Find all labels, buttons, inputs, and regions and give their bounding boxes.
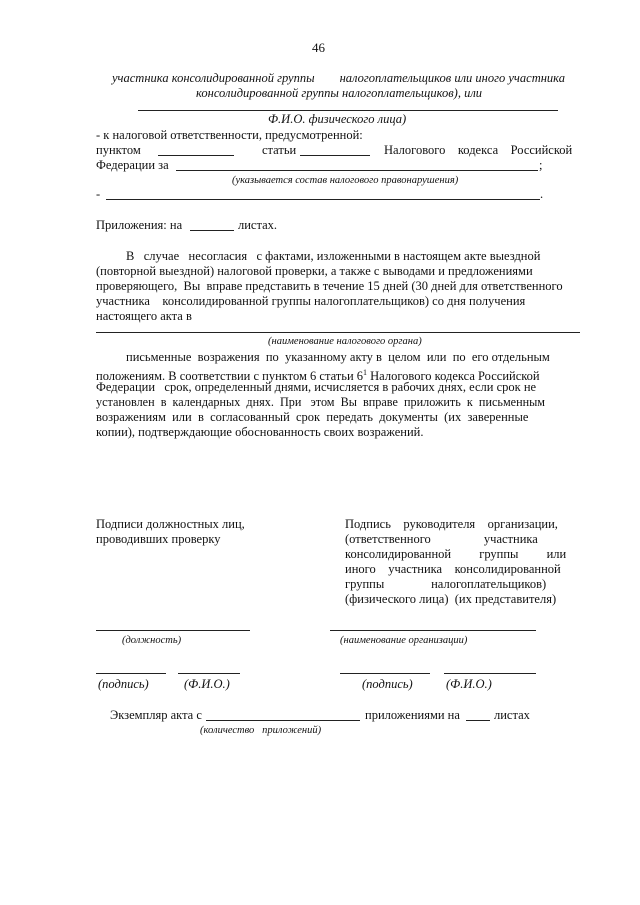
stati-label: статьи (262, 143, 297, 157)
organization-caption: (наименование организации) (340, 635, 468, 646)
objections-line-2-a: положениям. В соответствии с пунктом 6 статьи 6 (96, 369, 364, 384)
fio-right-caption: (Ф.И.О.) (446, 677, 492, 691)
officials-sign-line-1: Подписи должностных лиц, (96, 517, 245, 531)
violation-caption: (указывается состав налогового правонарушения) (232, 175, 459, 186)
fio-rule (138, 110, 558, 111)
fio-left-caption: (Ф.И.О.) (184, 677, 230, 691)
punkt-label: пунктом (96, 143, 141, 157)
copy-suffix: листах (494, 708, 530, 722)
fio-right-blank (444, 673, 536, 674)
objections-line-3: Федерации срок, определенный днями, исчисляется в рабочих днях, если срок не (96, 380, 537, 394)
copy-prefix: Экземпляр акта с (110, 708, 202, 722)
kodeks-label: Налогового кодекса Российской (384, 143, 573, 157)
article-superscript: 1 (363, 368, 368, 377)
fio-caption: Ф.И.О. физического лица) (268, 112, 407, 126)
position-caption: (должность) (122, 635, 182, 646)
copy-caption: (количество приложений) (200, 725, 322, 736)
attachments-suffix: листах. (238, 218, 278, 232)
dash-blank (106, 199, 540, 200)
copy-sheets-blank (466, 720, 490, 721)
objections-line-6: копии), подтверждающие обоснованность своих возражений. (96, 425, 424, 439)
disagreement-line-2: (повторной выездной) налоговой проверки, а также с выводами и предложениями (96, 264, 533, 278)
signature-right-caption: (подпись) (362, 677, 413, 691)
attachments-prefix: Приложения: на (96, 218, 183, 232)
copy-middle: приложениями на (365, 708, 460, 722)
disagreement-line-4: участника консолидированной группы налогоплательщиков) со дня получения (96, 294, 526, 308)
head-sign-line-6: (физического лица) (их представителя) (345, 592, 557, 606)
stati-blank (300, 155, 370, 156)
page-number: 46 (312, 40, 325, 55)
federacii-label: Федерации за (96, 158, 169, 172)
position-blank (96, 630, 250, 631)
signature-right-blank (340, 673, 430, 674)
head-sign-line-4: иного участника консолидированной (345, 562, 561, 576)
signature-left-caption: (подпись) (98, 677, 149, 691)
disagreement-line-1: В случае несогласия с фактами, изложенными в настоящем акте выездной (126, 249, 541, 263)
dash-line-mark: - (96, 187, 101, 201)
liability-line: - к налоговой ответственности, предусмотренной: (96, 128, 363, 142)
header-line-2: консолидированной группы налогоплательщиков), или (196, 86, 483, 100)
punkt-blank (158, 155, 234, 156)
organization-blank (330, 630, 536, 631)
header-line-1: участника консолидированной группы налогоплательщиков или иного участника (112, 71, 565, 85)
copy-count-blank (206, 720, 360, 721)
attachments-blank (190, 230, 234, 231)
federacii-blank (176, 170, 538, 171)
fio-left-blank (178, 673, 240, 674)
head-sign-line-5: группы налогоплательщиков) (345, 577, 547, 591)
federacii-semicolon: ; (539, 158, 543, 172)
disagreement-line-5: настоящего акта в (96, 309, 192, 323)
objections-line-1: письменные возражения по указанному акту в целом или по его отдельным (126, 350, 550, 364)
head-sign-line-2: (ответственного участника (345, 532, 538, 546)
objections-line-5: возражениям или в согласованный срок передать документы (их заверенные (96, 410, 529, 424)
dash-line-dot: . (540, 187, 544, 201)
head-sign-line-1: Подпись руководителя организации, (345, 517, 558, 531)
tax-authority-blank (96, 332, 580, 333)
officials-sign-line-2: проводивших проверку (96, 532, 221, 546)
objections-line-4: установлен в календарных днях. При этом Вы вправе приложить к письменным (96, 395, 546, 409)
objections-line-2-b: Налогового кодекса Российской (367, 369, 540, 384)
head-sign-line-3: консолидированной группы или (345, 547, 567, 561)
tax-authority-caption: (наименование налогового органа) (268, 336, 422, 347)
signature-left-blank (96, 673, 166, 674)
disagreement-line-3: проверяющего, Вы вправе представить в течение 15 дней (30 дней для ответственного (96, 279, 563, 293)
